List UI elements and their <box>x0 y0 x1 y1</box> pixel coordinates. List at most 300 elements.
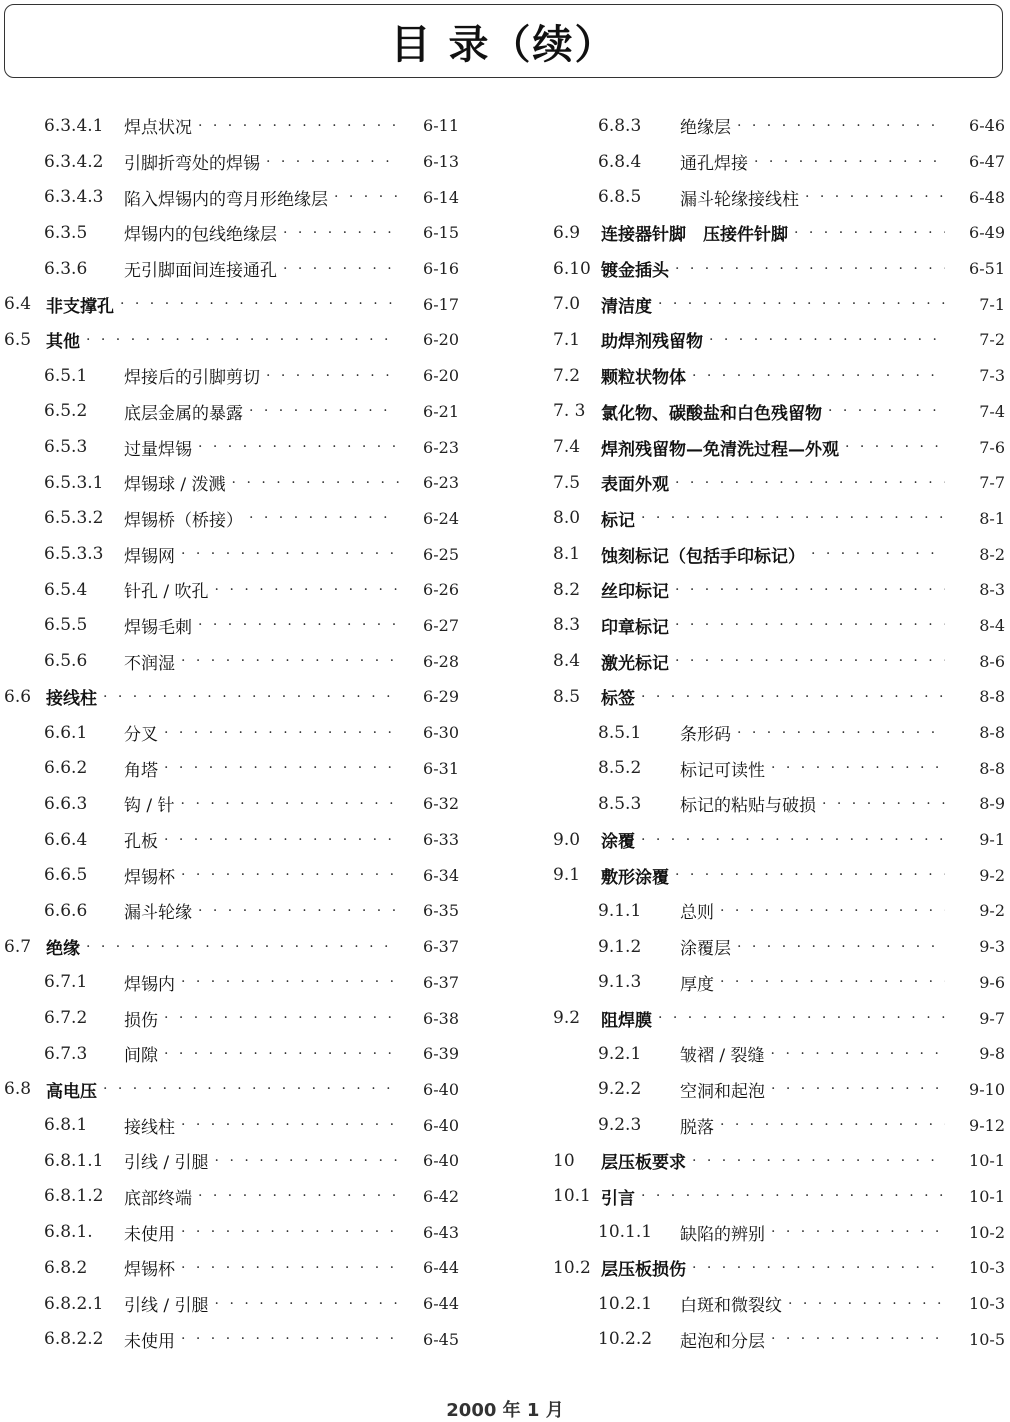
dot-leader <box>771 1331 945 1347</box>
toc-entry[interactable] <box>4 215 459 251</box>
toc-entry[interactable] <box>4 572 459 608</box>
dot-leader <box>181 653 399 669</box>
toc-entry-title: 起泡和分层 <box>680 1331 765 1352</box>
dot-leader <box>334 189 399 205</box>
dot-leader <box>215 1296 399 1312</box>
toc-entry-number: 9.2 <box>553 1008 581 1029</box>
toc-entry-page: 10-2 <box>969 1222 1005 1242</box>
dot-leader <box>86 939 399 955</box>
toc-entry[interactable] <box>4 1214 459 1250</box>
toc-entry[interactable] <box>4 1143 459 1179</box>
toc-entry-title: 标记的粘贴与破损 <box>680 796 816 817</box>
toc-entry-number: 6.6.5 <box>44 865 88 886</box>
toc-entry[interactable] <box>553 1000 1005 1036</box>
toc-entry-title: 漏斗轮缘 <box>124 903 192 924</box>
dot-leader <box>641 510 945 526</box>
toc-entry-number: 10.2 <box>553 1257 591 1278</box>
dot-leader <box>181 546 399 562</box>
toc-entry-page: 6-21 <box>423 401 459 421</box>
toc-entry-page: 6-46 <box>969 116 1005 136</box>
toc-entry[interactable] <box>4 536 459 572</box>
toc-entry-title: 焊锡内 <box>124 974 175 995</box>
toc-entry[interactable] <box>553 286 1005 322</box>
toc-entry-title: 高电压 <box>46 1081 97 1102</box>
toc-entry-title: 绝缘层 <box>680 118 731 139</box>
toc-entry-page: 6-40 <box>423 1079 459 1099</box>
toc-entry-number: 7.2 <box>553 365 581 386</box>
toc-entry-page: 8-3 <box>979 580 1005 600</box>
toc-entry[interactable] <box>4 1250 459 1286</box>
toc-entry-number: 6.5.4 <box>44 579 88 600</box>
toc-entry-title: 丝印标记 <box>601 582 669 603</box>
toc-entry-page: 6-47 <box>969 152 1005 172</box>
toc-entry-title: 无引脚面间连接通孔 <box>124 261 277 282</box>
toc-entry[interactable] <box>4 1179 459 1215</box>
dot-leader <box>181 974 399 990</box>
toc-entry-number: 8.4 <box>553 651 581 672</box>
toc-entry-page: 6-17 <box>423 294 459 314</box>
toc-entry-title: 条形码 <box>680 725 731 746</box>
toc-entry-number: 8.5.2 <box>598 758 642 779</box>
toc-entry-number: 6.8.2 <box>44 1257 88 1278</box>
toc-entry-number: 10.1.1 <box>598 1222 653 1243</box>
dot-leader <box>181 1331 399 1347</box>
toc-entry-page: 6-27 <box>423 615 459 635</box>
dot-leader <box>641 689 945 705</box>
toc-entry-number: 6.6.3 <box>44 793 88 814</box>
toc-entry[interactable] <box>4 893 459 929</box>
toc-entry-title: 引脚折弯处的焊锡 <box>124 154 260 175</box>
toc-entry-title: 白斑和微裂纹 <box>680 1296 782 1317</box>
toc-entry[interactable] <box>553 643 1005 679</box>
toc-entry-page: 6-28 <box>423 651 459 671</box>
toc-entry-title: 损伤 <box>124 1010 158 1031</box>
dot-leader <box>720 974 945 990</box>
toc-entry-title: 其他 <box>46 332 80 353</box>
toc-entry-number: 6.6.6 <box>44 900 88 921</box>
toc-entry-title: 角塔 <box>124 760 158 781</box>
toc-entry-page: 10-3 <box>969 1258 1005 1278</box>
dot-leader <box>641 1188 945 1204</box>
toc-entry[interactable] <box>553 857 1005 893</box>
toc-entry-page: 6-42 <box>423 1186 459 1206</box>
toc-entry-number: 6.7.1 <box>44 972 88 993</box>
toc-entry-number: 6.3.4.2 <box>44 151 104 172</box>
toc-entry[interactable] <box>553 750 1005 786</box>
toc-entry[interactable] <box>553 144 1005 180</box>
dot-leader <box>811 546 945 562</box>
toc-entry-number: 9.2.2 <box>598 1079 642 1100</box>
toc-entry[interactable] <box>553 322 1005 358</box>
dot-leader <box>181 867 399 883</box>
toc-entry-title: 激光标记 <box>601 653 669 674</box>
toc-entry-page: 9-2 <box>979 865 1005 885</box>
dot-leader <box>788 1296 945 1312</box>
dot-leader <box>198 118 399 134</box>
toc-entry[interactable] <box>553 1321 1005 1357</box>
toc-entry[interactable] <box>553 929 1005 965</box>
toc-entry-number: 6.5.6 <box>44 651 88 672</box>
toc-entry-title: 清洁度 <box>601 296 652 317</box>
toc-entry-title: 印章标记 <box>601 617 669 638</box>
dot-leader <box>249 510 399 526</box>
toc-entry[interactable] <box>4 358 459 394</box>
toc-entry-page: 8-6 <box>979 651 1005 671</box>
toc-entry-title: 绝缘 <box>46 939 80 960</box>
toc-entry[interactable] <box>553 608 1005 644</box>
toc-entry-title: 阻焊膜 <box>601 1010 652 1031</box>
toc-entry-number: 6.8.2.2 <box>44 1329 104 1350</box>
toc-entry-number: 10.2.2 <box>598 1329 653 1350</box>
toc-entry[interactable] <box>4 965 459 1001</box>
toc-entry-page: 8-9 <box>979 794 1005 814</box>
toc-entry[interactable] <box>553 786 1005 822</box>
dot-leader <box>822 796 945 812</box>
dot-leader <box>675 867 945 883</box>
toc-entry-number: 6.5.5 <box>44 615 88 636</box>
dot-leader <box>675 261 945 277</box>
toc-entry[interactable] <box>4 1036 459 1072</box>
toc-entry-page: 6-30 <box>423 723 459 743</box>
toc-entry-page: 9-2 <box>979 901 1005 921</box>
dot-leader <box>737 118 945 134</box>
toc-entry-number: 7. 3 <box>553 401 586 422</box>
toc-entry-number: 6.8.4 <box>598 151 642 172</box>
toc-entry-page: 6-34 <box>423 865 459 885</box>
toc-entry[interactable] <box>553 1179 1005 1215</box>
dot-leader <box>641 832 945 848</box>
toc-entry-page: 9-8 <box>979 1044 1005 1064</box>
toc-entry-number: 8.5.1 <box>598 722 642 743</box>
toc-entry-title: 漏斗轮缘接线柱 <box>680 189 799 210</box>
dot-leader <box>794 225 945 241</box>
toc-entry-title: 标记可读性 <box>680 760 765 781</box>
toc-entry-number: 8.5 <box>553 686 581 707</box>
toc-entry-title: 总则 <box>680 903 714 924</box>
dot-leader <box>164 1010 399 1026</box>
toc-entry-number: 9.2.3 <box>598 1115 642 1136</box>
toc-entry[interactable] <box>553 1286 1005 1322</box>
toc-entry[interactable] <box>4 501 459 537</box>
toc-entry-title: 焊剂残留物—免清洗过程—外观 <box>601 439 839 460</box>
toc-entry[interactable] <box>553 679 1005 715</box>
toc-entry[interactable] <box>4 429 459 465</box>
toc-entry-page: 7-3 <box>979 366 1005 386</box>
dot-leader <box>675 617 945 633</box>
dot-leader <box>181 1224 399 1240</box>
toc-entry-page: 6-45 <box>423 1329 459 1349</box>
toc-entry-page: 6-37 <box>423 937 459 957</box>
toc-entry-title: 接线柱 <box>46 689 97 710</box>
toc-entry[interactable] <box>4 179 459 215</box>
dot-leader <box>771 1224 945 1240</box>
title-banner <box>4 4 1003 78</box>
toc-entry-page: 9-1 <box>979 830 1005 850</box>
toc-entry-number: 6.4 <box>4 294 32 315</box>
toc-entry-title: 陷入焊锡内的弯月形绝缘层 <box>124 189 328 210</box>
toc-entry-number: 6.8 <box>4 1079 32 1100</box>
toc-entry[interactable] <box>553 358 1005 394</box>
toc-entry-number: 6.5.3 <box>44 437 88 458</box>
toc-entry[interactable] <box>553 822 1005 858</box>
toc-entry[interactable] <box>4 608 459 644</box>
toc-entry-page: 6-14 <box>423 187 459 207</box>
toc-entry-title: 层压板要求 <box>601 1153 686 1174</box>
toc-entry-page: 6-40 <box>423 1151 459 1171</box>
dot-leader <box>198 617 399 633</box>
toc-entry-number: 6.3.6 <box>44 258 88 279</box>
toc-entry[interactable] <box>4 1000 459 1036</box>
toc-entry-page: 6-39 <box>423 1044 459 1064</box>
toc-entry[interactable] <box>4 1107 459 1143</box>
toc-entry-number: 6.8.1.1 <box>44 1150 104 1171</box>
toc-entry[interactable] <box>4 394 459 430</box>
toc-entry[interactable] <box>4 465 459 501</box>
toc-entry-page: 9-12 <box>969 1115 1005 1135</box>
toc-entry-page: 8-8 <box>979 723 1005 743</box>
toc-entry-page: 6-15 <box>423 223 459 243</box>
toc-entry[interactable] <box>4 715 459 751</box>
toc-entry[interactable] <box>4 786 459 822</box>
toc-entry-page: 6-32 <box>423 794 459 814</box>
toc-entry-page: 8-1 <box>979 508 1005 528</box>
toc-entry[interactable] <box>553 1072 1005 1108</box>
toc-entry-number: 6.8.2.1 <box>44 1293 104 1314</box>
toc-entry-page: 6-11 <box>423 116 459 136</box>
dot-leader <box>181 1260 399 1276</box>
dot-leader <box>86 332 399 348</box>
dot-leader <box>164 725 399 741</box>
toc-entry-title: 不润湿 <box>124 653 175 674</box>
toc-entry-page: 6-51 <box>969 259 1005 279</box>
toc-entry-page: 6-23 <box>423 473 459 493</box>
toc-entry-title: 涂覆层 <box>680 939 731 960</box>
toc-entry[interactable] <box>553 1107 1005 1143</box>
toc-entry-number: 6.8.1 <box>44 1115 88 1136</box>
toc-entry-title: 层压板损伤 <box>601 1260 686 1281</box>
dot-leader <box>103 1081 399 1097</box>
toc-right-column <box>553 108 1005 1357</box>
page-footer-date: 2000 年 1 月 <box>446 1400 564 1421</box>
toc-entry-page: 6-16 <box>423 259 459 279</box>
toc-entry-page: 6-25 <box>423 544 459 564</box>
toc-entry[interactable] <box>4 108 459 144</box>
toc-entry-number: 6.3.4.3 <box>44 187 104 208</box>
toc-entry-number: 6.5.2 <box>44 401 88 422</box>
toc-entry-number: 6.6.2 <box>44 758 88 779</box>
toc-entry-page: 8-8 <box>979 687 1005 707</box>
toc-entry[interactable] <box>4 1286 459 1322</box>
dot-leader <box>164 1046 399 1062</box>
toc-entry-page: 6-20 <box>423 366 459 386</box>
toc-entry-number: 6.8.3 <box>598 115 642 136</box>
dot-leader <box>164 832 399 848</box>
toc-entry-page: 9-7 <box>979 1008 1005 1028</box>
toc-entry[interactable] <box>4 643 459 679</box>
toc-entry-number: 9.1.3 <box>598 972 642 993</box>
toc-entry-number: 7.1 <box>553 329 581 350</box>
toc-entry-page: 6-43 <box>423 1222 459 1242</box>
toc-entry[interactable] <box>553 179 1005 215</box>
toc-entry-title: 间隙 <box>124 1046 158 1067</box>
toc-entry-page: 9-3 <box>979 937 1005 957</box>
dot-leader <box>692 1153 945 1169</box>
toc-entry-title: 焊锡网 <box>124 546 175 567</box>
toc-entry-number: 6.5 <box>4 329 32 350</box>
toc-entry-title: 针孔 / 吹孔 <box>124 582 209 603</box>
toc-entry-page: 6-40 <box>423 1115 459 1135</box>
toc-entry[interactable] <box>553 429 1005 465</box>
toc-entry-title: 镀金插头 <box>601 261 669 282</box>
toc-entry[interactable] <box>4 1321 459 1357</box>
toc-entry-number: 8.0 <box>553 508 581 529</box>
toc-entry-page: 8-2 <box>979 544 1005 564</box>
toc-left-column <box>4 108 459 1357</box>
toc-entry[interactable] <box>553 1214 1005 1250</box>
toc-entry-number: 6.7.2 <box>44 1008 88 1029</box>
toc-entry-number: 8.2 <box>553 579 581 600</box>
toc-entry-title: 焊锡杯 <box>124 1260 175 1281</box>
toc-entry-title: 蚀刻标记（包括手印标记） <box>601 546 805 567</box>
toc-entry[interactable] <box>553 215 1005 251</box>
toc-entry-number: 7.0 <box>553 294 581 315</box>
toc-entry-number: 6.10 <box>553 258 591 279</box>
toc-entry-number: 6.5.3.2 <box>44 508 104 529</box>
toc-entry-page: 7-7 <box>979 473 1005 493</box>
dot-leader <box>181 1117 399 1133</box>
toc-entry[interactable] <box>553 465 1005 501</box>
dot-leader <box>720 1117 945 1133</box>
toc-entry[interactable] <box>553 251 1005 287</box>
toc-entry[interactable] <box>553 394 1005 430</box>
toc-entry-page: 6-44 <box>423 1258 459 1278</box>
toc-entry[interactable] <box>553 536 1005 572</box>
toc-entry-number: 10.2.1 <box>598 1293 653 1314</box>
toc-entry-page: 9-10 <box>969 1079 1005 1099</box>
toc-entry-page: 6-37 <box>423 972 459 992</box>
dot-leader <box>675 653 945 669</box>
toc-entry[interactable] <box>4 857 459 893</box>
toc-entry-page: 8-8 <box>979 758 1005 778</box>
toc-entry-title: 焊点状况 <box>124 118 192 139</box>
dot-leader <box>198 1188 399 1204</box>
toc-entry[interactable] <box>553 965 1005 1001</box>
toc-entry[interactable] <box>4 1072 459 1108</box>
toc-entry-number: 9.1 <box>553 865 581 886</box>
toc-entry-title: 敷形涂覆 <box>601 867 669 888</box>
toc-entry-page: 6-29 <box>423 687 459 707</box>
dot-leader <box>658 296 945 312</box>
toc-entry-title: 标记 <box>601 510 635 531</box>
toc-entry[interactable] <box>4 750 459 786</box>
toc-entry-page: 6-38 <box>423 1008 459 1028</box>
dot-leader <box>845 439 945 455</box>
toc-entry[interactable] <box>553 1250 1005 1286</box>
toc-entry-number: 6.5.3.1 <box>44 472 104 493</box>
toc-entry-title: 缺陷的辨别 <box>680 1224 765 1245</box>
toc-entry-page: 10-1 <box>969 1151 1005 1171</box>
toc-entry-number: 10.1 <box>553 1186 591 1207</box>
toc-entry[interactable] <box>553 1143 1005 1179</box>
toc-entry-title: 焊锡杯 <box>124 867 175 888</box>
toc-entry-number: 10 <box>553 1150 575 1171</box>
toc-entry-page: 6-44 <box>423 1294 459 1314</box>
toc-entry-page: 8-4 <box>979 615 1005 635</box>
dot-leader <box>215 582 399 598</box>
toc-entry-page: 6-35 <box>423 901 459 921</box>
toc-entry-page: 6-49 <box>969 223 1005 243</box>
toc-entry[interactable] <box>4 251 459 287</box>
toc-entry-number: 8.3 <box>553 615 581 636</box>
toc-entry[interactable] <box>4 322 459 358</box>
dot-leader <box>164 760 399 776</box>
page-title: 目 录（续） <box>390 21 617 68</box>
dot-leader <box>266 154 399 170</box>
toc-entry-title: 助焊剂残留物 <box>601 332 703 353</box>
toc-entry-number: 8.1 <box>553 544 581 565</box>
toc-entry-number: 6.5.1 <box>44 365 88 386</box>
toc-entry[interactable] <box>553 715 1005 751</box>
toc-entry[interactable] <box>4 929 459 965</box>
toc-entry-number: 6.3.4.1 <box>44 115 104 136</box>
toc-entry-number: 6.8.5 <box>598 187 642 208</box>
toc-entry-title: 钩 / 针 <box>124 796 175 817</box>
toc-entry-number: 7.4 <box>553 437 581 458</box>
toc-entry-title: 标签 <box>601 689 635 710</box>
toc-entry[interactable] <box>4 822 459 858</box>
toc-entry[interactable] <box>4 144 459 180</box>
dot-leader <box>120 296 399 312</box>
dot-leader <box>215 1153 399 1169</box>
toc-entry[interactable] <box>553 501 1005 537</box>
toc-entry-title: 未使用 <box>124 1224 175 1245</box>
toc-entry-page: 10-1 <box>969 1186 1005 1206</box>
toc-entry-number: 9.1.2 <box>598 936 642 957</box>
toc-entry[interactable] <box>553 1036 1005 1072</box>
toc-entry-page: 7-4 <box>979 401 1005 421</box>
toc-entry-number: 6.8.1. <box>44 1222 93 1243</box>
toc-entry-title: 未使用 <box>124 1331 175 1352</box>
toc-entry[interactable] <box>4 286 459 322</box>
toc-entry-title: 底部终端 <box>124 1188 192 1209</box>
toc-entry-title: 过量焊锡 <box>124 439 192 460</box>
dot-leader <box>658 1010 945 1026</box>
dot-leader <box>771 1046 945 1062</box>
toc-entry[interactable] <box>4 679 459 715</box>
toc-entry-title: 皱褶 / 裂缝 <box>680 1046 765 1067</box>
dot-leader <box>720 903 945 919</box>
toc-entry-page: 7-1 <box>979 294 1005 314</box>
toc-entry-title: 通孔焊接 <box>680 154 748 175</box>
toc-entry[interactable] <box>553 893 1005 929</box>
dot-leader <box>754 154 945 170</box>
dot-leader <box>283 261 399 277</box>
toc-entry-page: 6-33 <box>423 830 459 850</box>
toc-entry-number: 6.6 <box>4 686 32 707</box>
toc-entry-number: 6.8.1.2 <box>44 1186 104 1207</box>
dot-leader <box>283 225 399 241</box>
dot-leader <box>675 475 945 491</box>
toc-entry-number: 7.5 <box>553 472 581 493</box>
dot-leader <box>805 189 945 205</box>
toc-entry-title: 脱落 <box>680 1117 714 1138</box>
dot-leader <box>737 939 945 955</box>
toc-entry[interactable] <box>553 572 1005 608</box>
toc-entry-number: 6.3.5 <box>44 222 88 243</box>
dot-leader <box>103 689 399 705</box>
toc-entry-number: 6.6.1 <box>44 722 88 743</box>
toc-entry[interactable] <box>553 108 1005 144</box>
